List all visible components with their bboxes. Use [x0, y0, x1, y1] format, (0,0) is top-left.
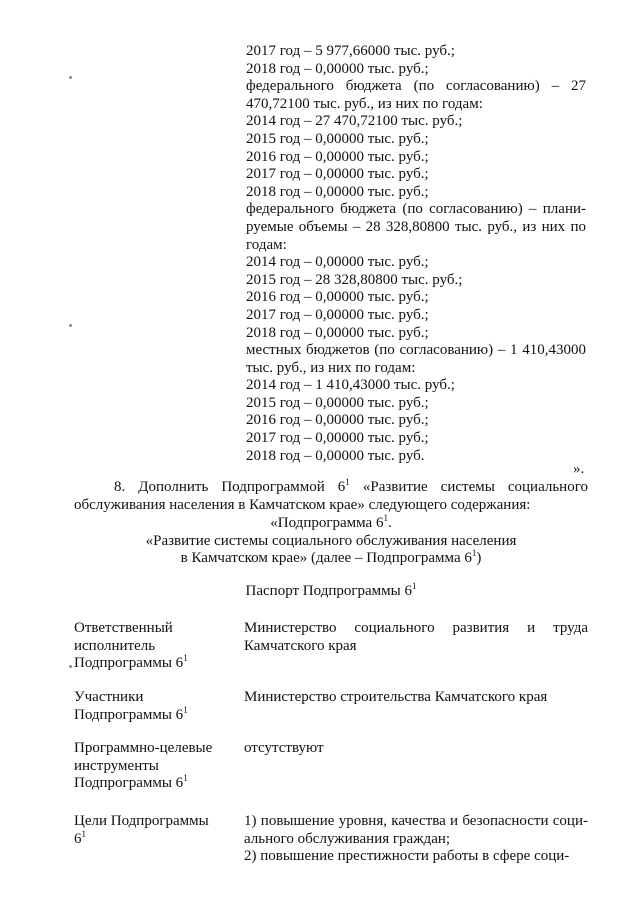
passport-value: отсутствуют	[244, 740, 324, 756]
budget-line: 2014 год – 1 410,43000 тыс. руб.;	[246, 377, 455, 394]
superscript: 1	[183, 704, 188, 715]
budget-line: 2017 год – 0,00000 тыс. руб.;	[246, 166, 429, 183]
superscript: 1	[471, 548, 477, 558]
label-text: Участники Подпрограммы 6	[74, 689, 184, 723]
scan-speck	[69, 76, 72, 79]
passport-heading	[74, 583, 588, 600]
budget-line: 2018 год – 0,00000 тыс. руб.;	[246, 324, 429, 341]
superscript: 1	[183, 773, 188, 783]
budget-line: федерального бюджета (по согласованию) – 27 470,72100 тыс. руб., из них по годам:	[246, 78, 586, 112]
amendment-text-a: 8. Дополнить Подпрограммой 6	[114, 479, 346, 495]
budget-line: 2017 год – 0,00000 тыс. руб.;	[246, 430, 429, 447]
passport-value: Министерство социального развития и труда Камчатского края	[244, 620, 588, 654]
title-text: )	[476, 550, 482, 566]
superscript: 1	[411, 581, 417, 591]
subprogram-title-line	[74, 550, 588, 568]
budget-line: 2015 год – 28 328,80800 тыс. руб.;	[246, 271, 463, 288]
budget-section	[246, 43, 586, 465]
budget-line: 2014 год – 27 470,72100 тыс. руб.;	[246, 113, 463, 130]
passport-value: Министерство строительства Камчатского края	[244, 689, 548, 705]
scan-speck	[69, 324, 72, 327]
scan-speck	[69, 665, 72, 668]
label-text: Ответственный исполнитель Подпрограммы 6	[74, 620, 184, 671]
budget-line: местных бюджетов (по согласованию) – 1 410,43000 тыс. руб., из них по годам:	[246, 342, 586, 376]
superscript: 1	[383, 513, 388, 523]
subprogram-title	[74, 515, 588, 568]
budget-line: 2016 год – 0,00000 тыс. руб.;	[246, 289, 429, 306]
passport-label	[74, 813, 224, 848]
title-text: в Камчатском крае» (далее – Подпрограмма 6	[180, 550, 472, 566]
subprogram-title-line: «Развитие системы социального обслуживания населения	[145, 532, 517, 549]
budget-line: 2015 год – 0,00000 тыс. руб.;	[246, 394, 429, 411]
passport-value	[244, 813, 588, 866]
passport-label	[74, 689, 224, 724]
superscript: 1	[81, 828, 86, 839]
label-text: Цели Подпрограммы 6	[74, 813, 209, 847]
goal-item: 1) повышение уровня, качества и безопасности соци-ального обслуживания граждан;	[244, 813, 588, 847]
closing-quote: ».	[573, 461, 585, 477]
amendment-paragraph	[74, 479, 588, 514]
superscript: 1	[345, 477, 350, 487]
budget-line: 2017 год – 5 977,66000 тыс. руб.;	[246, 43, 455, 59]
budget-line: 2017 год – 0,00000 тыс. руб.;	[246, 306, 429, 323]
budget-line: 2014 год – 0,00000 тыс. руб.;	[246, 254, 429, 271]
label-text: Программно-целевые инструменты Подпрограммы 6	[74, 740, 213, 791]
budget-line: 2018 год – 0,00000 тыс. руб.;	[246, 183, 429, 200]
superscript: 1	[183, 653, 188, 663]
passport-heading-text: Паспорт Подпрограммы 6	[245, 583, 412, 599]
budget-line: федерального бюджета (по согласованию) – плани-руемые объемы – 28 328,80800 тыс. руб., из них по годам:	[246, 201, 586, 253]
budget-line: 2016 год – 0,00000 тыс. руб.;	[246, 148, 429, 165]
passport-label	[74, 740, 224, 793]
goal-item: 2) повышение престижности работы в сфере соци-	[244, 848, 570, 864]
subprogram-title-line	[74, 515, 588, 533]
budget-line: 2018 год – 0,00000 тыс. руб.	[246, 447, 425, 464]
title-text: «Подпрограмма 6	[270, 515, 384, 531]
budget-line: 2016 год – 0,00000 тыс. руб.;	[246, 412, 429, 429]
budget-line: 2015 год – 0,00000 тыс. руб.;	[246, 130, 429, 147]
budget-line: 2018 год – 0,00000 тыс. руб.;	[246, 60, 429, 77]
passport-label	[74, 620, 224, 673]
title-text: .	[387, 515, 392, 531]
amendment-text-b: «Развитие системы социального обслуживания населения в Камчатском крае» следующего содержания:	[74, 479, 588, 513]
